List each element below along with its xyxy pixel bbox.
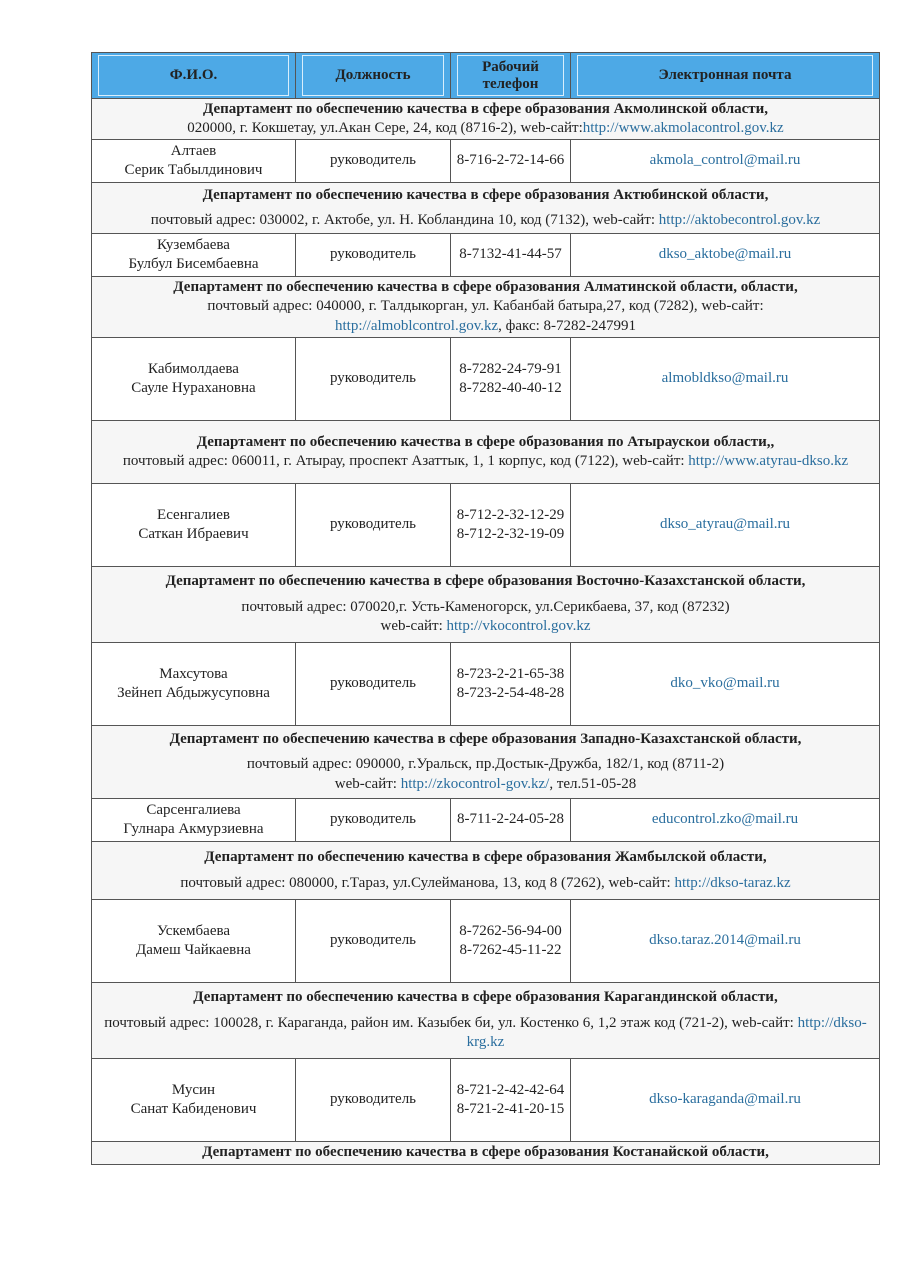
department-cell <box>92 277 880 338</box>
department-row <box>92 567 880 643</box>
department-cell <box>92 99 880 140</box>
contact-row <box>92 643 880 726</box>
position-cell: руководитель <box>296 900 451 983</box>
department-name: Департамент по обеспечению качества в сфере образования Костанайской области, <box>202 1144 769 1161</box>
person-cell: Кабимолдаева Сауле Нурахановна <box>92 338 296 421</box>
department-row <box>92 1142 880 1165</box>
email-link[interactable]: akmola_control@mail.ru <box>571 140 880 183</box>
person-cell: Ускембаева Дамеш Чайкаевна <box>92 900 296 983</box>
position-cell: руководитель <box>296 484 451 567</box>
department-name: Департамент по обеспечению качества в сфере образования Актюбинской области, <box>202 186 769 203</box>
department-cell <box>92 567 880 643</box>
phone-cell: 8-7262-56-94-00 8-7262-45-11-22 <box>451 900 571 983</box>
department-address: почтовый адрес: 080000, г.Тараз, ул.Сулейманова, 13, код 8 (7262), web-сайт: http://dkso-taraz.kz <box>180 874 791 891</box>
contact-row <box>92 234 880 277</box>
phone-cell: 8-716-2-72-14-66 <box>451 140 571 183</box>
phone-cell: 8-721-2-42-42-64 8-721-2-41-20-15 <box>451 1059 571 1142</box>
header-position: Должность <box>296 53 451 99</box>
department-address: почтовый адрес: 090000, г.Уральск, пр.Достык-Дружба, 182/1, код (8711-2) web-сайт: http://zkocontrol-gov.kz/, тел.51-05-28 <box>246 756 725 792</box>
table-header-row <box>92 53 880 99</box>
contact-row <box>92 140 880 183</box>
position-cell: руководитель <box>296 799 451 842</box>
department-row <box>92 726 880 799</box>
department-cell <box>92 726 880 799</box>
department-cell <box>92 842 880 900</box>
department-address: почтовый адрес: 040000, г. Талдыкорган, ул. Кабанбай батыра,27, код (7282), web-сайт: http://almoblcontrol.gov.kz, факс: 8-7282-247991 <box>207 298 764 334</box>
website-link[interactable]: http://www.akmolacontrol.gov.kz <box>582 120 784 136</box>
contact-row <box>92 900 880 983</box>
website-link[interactable]: http://zkocontrol-gov.kz/ <box>400 775 550 792</box>
department-cell <box>92 183 880 234</box>
email-link[interactable]: educontrol.zko@mail.ru <box>571 799 880 842</box>
department-row <box>92 983 880 1059</box>
person-cell: Махсутова Зейнеп Абдыжусуповна <box>92 643 296 726</box>
department-name: Департамент по обеспечению качества в сфере образования по Атыраускои области,, <box>196 433 775 450</box>
position-cell: руководитель <box>296 338 451 421</box>
website-link[interactable]: http://aktobecontrol.gov.kz <box>658 212 821 228</box>
contact-row <box>92 799 880 842</box>
department-name: Департамент по обеспечению качества в сфере образования Западно-Казахстанской области, <box>169 730 802 747</box>
department-cell <box>92 983 880 1059</box>
website-link[interactable]: http://dkso-krg.kz <box>466 1014 867 1051</box>
department-address: почтовый адрес: 060011, г. Атырау, проспект Азаттык, 1, 1 корпус, код (7122), web-сайт: http://www.atyrau-dkso.kz <box>122 453 849 469</box>
position-cell: руководитель <box>296 234 451 277</box>
department-row <box>92 277 880 338</box>
website-link[interactable]: http://almoblcontrol.gov.kz <box>334 317 499 334</box>
department-address: почтовый адрес: 100028, г. Караганда, район им. Казыбек би, ул. Костенко 6, 1,2 этаж код (721-2), web-сайт: http://dkso-krg.kz <box>104 1014 867 1051</box>
person-cell: Есенгалиев Саткан Ибраевич <box>92 484 296 567</box>
phone-cell: 8-7282-24-79-91 8-7282-40-40-12 <box>451 338 571 421</box>
department-name: Департамент по обеспечению качества в сфере образования Алматинской области, области, <box>173 278 798 295</box>
email-link[interactable]: dkso-karaganda@mail.ru <box>571 1059 880 1142</box>
department-address: почтовый адрес: 070020,г. Усть-Каменогорск, ул.Серикбаева, 37, код (87232) web-сайт: http://vkocontrol.gov.kz <box>241 598 730 635</box>
header-email: Электронная почта <box>571 53 880 99</box>
email-link[interactable]: dkso.taraz.2014@mail.ru <box>571 900 880 983</box>
phone-cell: 8-711-2-24-05-28 <box>451 799 571 842</box>
email-link[interactable]: dko_vko@mail.ru <box>571 643 880 726</box>
department-row <box>92 99 880 140</box>
position-cell: руководитель <box>296 1059 451 1142</box>
person-cell: Алтаев Серик Табылдинович <box>92 140 296 183</box>
header-fio: Ф.И.О. <box>92 53 296 99</box>
website-link[interactable]: http://dkso-taraz.kz <box>674 874 791 891</box>
person-cell: Кузембаева Булбул Бисембаевна <box>92 234 296 277</box>
contact-row <box>92 484 880 567</box>
phone-cell: 8-723-2-21-65-38 8-723-2-54-48-28 <box>451 643 571 726</box>
contact-row <box>92 1059 880 1142</box>
person-cell: Мусин Санат Кабиденович <box>92 1059 296 1142</box>
contacts-table <box>91 52 880 1165</box>
department-address: 020000, г. Кокшетау, ул.Акан Сере, 24, код (8716-2), web-сайт:http://www.akmolacontrol.gov.kz <box>187 120 784 136</box>
department-row <box>92 421 880 484</box>
department-name: Департамент по обеспечению качества в сфере образования Акмолинской области, <box>202 100 769 117</box>
website-link[interactable]: http://www.atyrau-dkso.kz <box>688 453 849 469</box>
phone-cell: 8-7132-41-44-57 <box>451 234 571 277</box>
position-cell: руководитель <box>296 643 451 726</box>
website-link[interactable]: http://vkocontrol.gov.kz <box>446 618 591 635</box>
department-row <box>92 842 880 900</box>
department-cell <box>92 1142 880 1165</box>
position-cell: руководитель <box>296 140 451 183</box>
department-row <box>92 183 880 234</box>
email-link[interactable]: dkso_atyrau@mail.ru <box>571 484 880 567</box>
department-cell <box>92 421 880 484</box>
header-phone: Рабочий телефон <box>451 53 571 99</box>
phone-cell: 8-712-2-32-12-29 8-712-2-32-19-09 <box>451 484 571 567</box>
department-name: Департамент по обеспечению качества в сфере образования Карагандинской области, <box>193 989 778 1006</box>
email-link[interactable]: dkso_aktobe@mail.ru <box>571 234 880 277</box>
department-address: почтовый адрес: 030002, г. Актобе, ул. Н. Кобландина 10, код (7132), web-сайт: http://aktobecontrol.gov.kz <box>150 212 821 228</box>
person-cell: Сарсенгалиева Гулнара Акмурзиевна <box>92 799 296 842</box>
department-name: Департамент по обеспечению качества в сфере образования Восточно-Казахстанской области, <box>165 573 806 590</box>
email-link[interactable]: almobldkso@mail.ru <box>571 338 880 421</box>
department-name: Департамент по обеспечению качества в сфере образования Жамбылской области, <box>204 849 767 865</box>
contact-row <box>92 338 880 421</box>
